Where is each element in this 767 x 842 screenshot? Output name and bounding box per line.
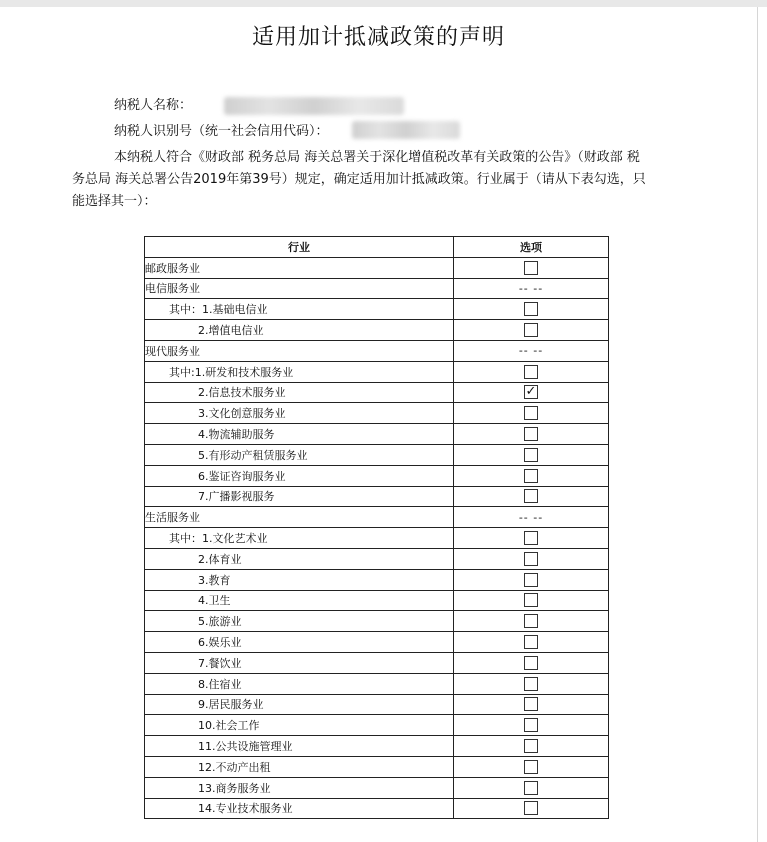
table-row — [145, 465, 609, 486]
option-cell — [454, 673, 609, 694]
table-row — [145, 798, 609, 819]
header-industry: 行业 — [145, 237, 454, 258]
checkbox[interactable] — [524, 697, 538, 711]
table-row — [145, 382, 609, 403]
checkbox[interactable] — [524, 261, 538, 275]
checkbox[interactable] — [524, 489, 538, 503]
industry-label: 3.教育 — [145, 569, 454, 590]
option-cell — [454, 299, 609, 320]
page-edge — [757, 7, 758, 842]
checkbox[interactable] — [524, 593, 538, 607]
table-header-row — [145, 237, 609, 258]
option-cell — [454, 444, 609, 465]
table-row — [145, 694, 609, 715]
industry-label: 5.旅游业 — [145, 611, 454, 632]
option-cell — [454, 736, 609, 757]
table-row — [145, 278, 609, 299]
industry-table — [144, 236, 609, 819]
checkbox[interactable] — [524, 406, 538, 420]
policy-statement: 本纳税人符合《财政部 税务总局 海关总署关于深化增值税改革有关政策的公告》（财政部 税务总局 海关总署公告2019年第39号）规定，确定适用加计抵减政策。行业属于（请从下表勾选，只能选择其一）： — [72, 150, 646, 209]
checkbox[interactable] — [524, 323, 538, 337]
checkbox[interactable] — [524, 635, 538, 649]
table-row — [145, 444, 609, 465]
checkbox[interactable] — [524, 531, 538, 545]
checkbox[interactable] — [524, 427, 538, 441]
option-cell — [454, 486, 609, 507]
option-cell — [454, 528, 609, 549]
industry-label: 2.体育业 — [145, 548, 454, 569]
checkbox[interactable] — [524, 760, 538, 774]
industry-label: 2.增值电信业 — [145, 320, 454, 341]
taxpayer-name-redacted — [224, 97, 404, 115]
not-applicable-dash: -- -- — [518, 510, 544, 524]
industry-label: 2.信息技术服务业 — [145, 382, 454, 403]
industry-label: 4.物流辅助服务 — [145, 424, 454, 445]
checkbox[interactable] — [524, 365, 538, 379]
not-applicable-dash: -- -- — [518, 281, 544, 295]
checkbox[interactable] — [524, 573, 538, 587]
taxpayer-id-redacted — [352, 121, 460, 139]
option-cell — [454, 548, 609, 569]
table-row — [145, 486, 609, 507]
industry-label: 5.有形动产租赁服务业 — [145, 444, 454, 465]
checkbox[interactable] — [524, 448, 538, 462]
industry-label: 12.不动产出租 — [145, 756, 454, 777]
industry-label: 其中：1.文化艺术业 — [145, 528, 454, 549]
industry-label: 7.餐饮业 — [145, 652, 454, 673]
option-cell — [454, 798, 609, 819]
table-row — [145, 424, 609, 445]
option-cell — [454, 590, 609, 611]
industry-label: 13.商务服务业 — [145, 777, 454, 798]
table-row — [145, 590, 609, 611]
industry-label: 6.鉴证咨询服务业 — [145, 465, 454, 486]
checkbox[interactable] — [524, 469, 538, 483]
industry-label: 4.卫生 — [145, 590, 454, 611]
industry-label: 8.住宿业 — [145, 673, 454, 694]
industry-label: 现代服务业 — [145, 340, 454, 361]
industry-label: 11.公共设施管理业 — [145, 736, 454, 757]
option-cell — [454, 257, 609, 278]
table-row — [145, 652, 609, 673]
table-row — [145, 715, 609, 736]
viewer-top-bar — [0, 0, 767, 7]
option-cell — [454, 756, 609, 777]
industry-label: 9.居民服务业 — [145, 694, 454, 715]
industry-label: 7.广播影视服务 — [145, 486, 454, 507]
option-cell — [454, 715, 609, 736]
option-cell — [454, 569, 609, 590]
checkbox[interactable] — [524, 614, 538, 628]
checkbox[interactable] — [524, 801, 538, 815]
industry-label: 10.社会工作 — [145, 715, 454, 736]
option-cell — [454, 278, 609, 299]
option-cell — [454, 403, 609, 424]
industry-label: 3.文化创意服务业 — [145, 403, 454, 424]
checkbox[interactable] — [524, 552, 538, 566]
option-cell — [454, 320, 609, 341]
option-cell — [454, 361, 609, 382]
option-cell — [454, 340, 609, 361]
checkbox[interactable] — [524, 718, 538, 732]
table-row — [145, 756, 609, 777]
table-row — [145, 673, 609, 694]
industry-label: 其中:1.研发和技术服务业 — [145, 361, 454, 382]
table-row — [145, 777, 609, 798]
table-row — [145, 361, 609, 382]
table-row — [145, 548, 609, 569]
industry-label: 生活服务业 — [145, 507, 454, 528]
industry-label: 电信服务业 — [145, 278, 454, 299]
option-cell — [454, 611, 609, 632]
industry-label: 其中：1.基础电信业 — [145, 299, 454, 320]
option-cell — [454, 694, 609, 715]
industry-label: 14.专业技术服务业 — [145, 798, 454, 819]
option-cell — [454, 424, 609, 445]
option-cell — [454, 652, 609, 673]
table-row — [145, 736, 609, 757]
table-row — [145, 320, 609, 341]
table-row — [145, 507, 609, 528]
not-applicable-dash: -- -- — [518, 344, 544, 358]
table-row — [145, 528, 609, 549]
table-row — [145, 569, 609, 590]
header-option: 选项 — [454, 237, 609, 258]
checkbox[interactable] — [524, 302, 538, 316]
option-cell — [454, 465, 609, 486]
checkbox-checked[interactable]: ✓ — [525, 384, 537, 400]
industry-label: 6.娱乐业 — [145, 632, 454, 653]
option-cell — [454, 777, 609, 798]
checkbox[interactable] — [524, 656, 538, 670]
taxpayer-id-label: 纳税人识别号（统一社会信用代码）： — [114, 124, 329, 139]
table-row — [145, 299, 609, 320]
checkbox[interactable] — [524, 781, 538, 795]
industry-label: 邮政服务业 — [145, 257, 454, 278]
table-row — [145, 257, 609, 278]
checkbox[interactable] — [524, 739, 538, 753]
table-row — [145, 340, 609, 361]
option-cell — [454, 507, 609, 528]
option-cell — [454, 382, 609, 403]
taxpayer-name-label: 纳税人名称： — [114, 98, 193, 113]
table-row — [145, 403, 609, 424]
table-row — [145, 632, 609, 653]
checkbox[interactable] — [524, 677, 538, 691]
table-row — [145, 611, 609, 632]
document-title: 适用加计抵减政策的声明 — [251, 25, 505, 50]
option-cell — [454, 632, 609, 653]
